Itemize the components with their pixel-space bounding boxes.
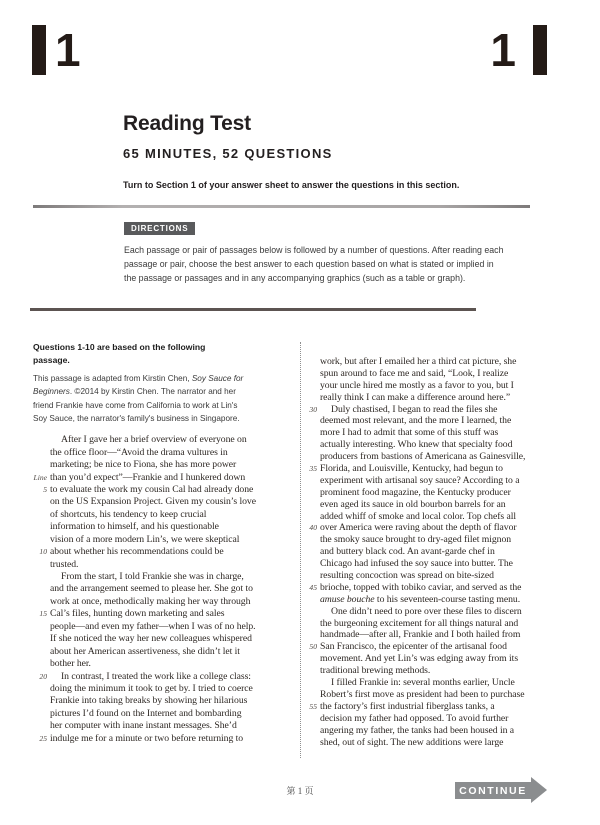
passage-line-text: doing the minimum it took to get by. I tried to coerce xyxy=(50,682,253,694)
passage-line xyxy=(305,463,560,475)
passage-line xyxy=(305,677,560,689)
passage-line xyxy=(305,368,560,380)
continue-label: CONTINUE xyxy=(455,782,531,799)
passage-line xyxy=(305,404,560,416)
continue-arrow-icon xyxy=(531,777,547,803)
passage-line-text: the burgeoning excitement for all things natural and xyxy=(320,617,519,629)
passage-line-text: brioche, topped with tobiko caviar, and served as the xyxy=(320,581,522,593)
passage-line-text: about her American assertiveness, she didn’t let it xyxy=(50,645,240,657)
passage-line-text: work, but after I emailed her a third cat picture, she xyxy=(320,356,517,367)
passage-line-text: In contrast, I treated the work like a college class: xyxy=(61,670,251,682)
passage-line-text: the office floor—“Avoid the drama vultures in xyxy=(50,446,228,458)
line-number: 40 xyxy=(309,523,317,533)
passage-line xyxy=(33,683,296,695)
test-duration-subtitle: 65 MINUTES, 52 QUESTIONS xyxy=(123,146,333,161)
line-number: 25 xyxy=(39,733,47,743)
passage-line-text: to evaluate the work my cousin Cal had already done xyxy=(50,483,254,495)
passage-line xyxy=(33,447,296,459)
passage-line-text: indulge me for a minute or two before returning to xyxy=(50,732,244,744)
passage-line xyxy=(33,571,296,583)
passage-line xyxy=(305,737,560,749)
section-number-left: 1 xyxy=(55,24,81,76)
passage-line-text: of shortcuts, his tendency to keep crucial xyxy=(50,508,207,520)
passage-line-text: over America were raving about the depth of flavor xyxy=(320,522,517,534)
passage-line xyxy=(305,629,560,641)
line-number: 15 xyxy=(39,609,47,619)
passage-line xyxy=(305,499,560,511)
line-number: 30 xyxy=(309,404,317,414)
passage-line xyxy=(33,472,296,484)
passage-line-text: traditional brewing methods. xyxy=(320,665,431,677)
questions-range-heading: Questions 1-10 are based on the following passage. xyxy=(33,342,206,365)
section-marker-bar-icon xyxy=(32,25,46,75)
page-number: 第 1 页 xyxy=(286,786,314,796)
section-marker-bar-icon xyxy=(533,25,547,75)
passage-line xyxy=(305,380,560,392)
passage-line xyxy=(305,356,560,368)
passage-line-text: information to himself, and his questionable xyxy=(50,521,219,533)
passage-line-text: vision of a more modern Lin’s, we were skeptical xyxy=(50,533,240,545)
passage-line-text: people—and even my father—when I was of no help. xyxy=(50,620,256,632)
passage-line xyxy=(305,665,560,677)
passage-line xyxy=(33,633,296,645)
passage-line xyxy=(305,689,560,701)
passage-line-text: about whether his recommendations could be xyxy=(50,546,224,558)
passage-line-text: her computer with inane instant messages. She’d xyxy=(50,720,237,732)
passage-line xyxy=(305,570,560,582)
passage-line xyxy=(33,509,296,521)
passage-line xyxy=(33,596,296,608)
passage-line-text: Duly chastised, I began to read the files she xyxy=(331,403,498,415)
directions-text: Each passage or pair of passages below is followed by a number of questions. After reading each passage or pair, choose the best answer to each question based on what is stated or implied in the passage or passages and in any accompanying graphics (such as a table or graph). xyxy=(124,245,504,283)
passage-line-text: marketing; be nice to Fiona, she has more power xyxy=(50,459,237,471)
passage-line xyxy=(305,582,560,594)
passage-line-text: even aged its sauce in old bourbon barrels for an xyxy=(320,498,506,510)
passage-line xyxy=(305,415,560,427)
passage-line-text: San Francisco, the epicenter of the artisanal food xyxy=(320,641,507,653)
passage-line-text: really think I can make a difference around here.” xyxy=(320,391,511,403)
passage-line xyxy=(33,671,296,683)
answer-sheet-instruction: Turn to Section 1 of your answer sheet to answer the questions in this section. xyxy=(123,180,460,190)
passage-line-text: shed, out of sight. The new additions were large xyxy=(320,736,504,748)
passage-line xyxy=(33,583,296,595)
passage-line-text: and buttery black cod. An avant-garde chef in xyxy=(320,546,495,558)
passage-line-text: resulting concoction was spread on bite-sized xyxy=(320,570,494,582)
passage-line-text: experiment with artisanal soy sauce? According to a xyxy=(320,474,520,486)
passage-line xyxy=(33,720,296,732)
continue-button[interactable] xyxy=(455,777,547,803)
passage-line-text: movement. And yet Lin’s was edging away from its xyxy=(320,653,519,665)
passage-line-text: prominent food magazine, the Kentucky producer xyxy=(320,486,511,498)
column-divider xyxy=(300,342,301,758)
section-marker-left xyxy=(32,25,81,75)
line-number: 10 xyxy=(39,547,47,557)
line-number: 50 xyxy=(309,642,317,652)
passage-line xyxy=(305,487,560,499)
passage-line xyxy=(305,725,560,737)
passage-line xyxy=(305,558,560,570)
passage-column-right xyxy=(305,356,560,748)
passage-line xyxy=(305,701,560,713)
passage-line-text: handmade—after all, Frankie and I both hailed from xyxy=(320,629,521,641)
passage-line-text: work at once, methodically making her way through xyxy=(50,595,251,607)
passage-line-text: the smoky sauce brought to dry-aged filet mignon xyxy=(320,534,512,546)
line-number: 5 xyxy=(43,484,47,494)
passage-attribution: This passage is adapted from Kirstin Chen, Soy Sauce for Beginners. ©2014 by Kirstin Chen. The narrator and her friend Frankie have come from California to work at Lin's Soy Sauce, the narrator's family's business in Singapore. xyxy=(33,374,244,423)
passage-line xyxy=(33,621,296,633)
passage-line xyxy=(305,522,560,534)
passage-line xyxy=(33,546,296,558)
passage-line xyxy=(33,695,296,707)
line-number: 35 xyxy=(309,464,317,474)
passage-line-text: amuse bouche to his seventeen-course tasting menu. xyxy=(320,593,521,605)
passage-line-text: spun around to face me and said, “Look, I realize xyxy=(320,367,509,379)
passage-line-text: Robert’s first move as president had been to purchase xyxy=(320,688,525,700)
passage-line xyxy=(305,594,560,606)
passage-line xyxy=(305,392,560,404)
passage-line xyxy=(33,708,296,720)
passage-line xyxy=(33,733,296,745)
page-title: Reading Test xyxy=(123,112,251,135)
passage-line xyxy=(305,534,560,546)
passage-line-text: deemed most relevant, and the more I learned, the xyxy=(320,415,512,427)
passage-line xyxy=(33,496,296,508)
passage-line-text: Frankie into taking breaks by showing her hilarious xyxy=(50,695,248,707)
passage-line-text: Cal’s files, hunting down marketing and sales xyxy=(50,608,225,620)
passage-line xyxy=(33,434,296,446)
line-number: 55 xyxy=(309,701,317,711)
passage-line-text: actually interesting. Who knew that specialty food xyxy=(320,439,513,451)
line-number: Line xyxy=(33,472,47,482)
passage-line xyxy=(305,427,560,439)
passage-line-text: on the US Expansion Project. Given my cousin’s love xyxy=(50,496,256,508)
passage-line-text: the factory’s first industrial fiberglass tanks, a xyxy=(320,700,495,712)
passage-line xyxy=(305,511,560,523)
passage-line xyxy=(33,459,296,471)
passage-line xyxy=(33,534,296,546)
passage-line xyxy=(33,484,296,496)
header-divider xyxy=(33,205,530,208)
passage-line-text: added whiff of smoke and local color. Top chefs all xyxy=(320,510,517,522)
passage-line-text: I filled Frankie in: several months earlier, Uncle xyxy=(331,677,515,689)
passage-text-right xyxy=(305,356,560,748)
directions-divider xyxy=(30,308,476,311)
passage-line xyxy=(33,521,296,533)
line-number: 20 xyxy=(39,671,47,681)
passage-line-text: your uncle hired me mostly as a favor to you, but I xyxy=(320,379,514,391)
passage-line-text: more I had to admit that some of this stuff was xyxy=(320,427,499,439)
passage-line-text: bother her. xyxy=(50,658,91,670)
passage-line xyxy=(33,608,296,620)
passage-line xyxy=(305,641,560,653)
passage-line xyxy=(33,646,296,658)
passage-column-left xyxy=(33,341,296,745)
directions-label: DIRECTIONS xyxy=(124,222,195,235)
passage-line xyxy=(33,559,296,571)
passage-line xyxy=(305,475,560,487)
passage-line-text: If she noticed the way her new colleagues whispered xyxy=(50,633,252,645)
passage-line xyxy=(305,546,560,558)
passage-line xyxy=(33,658,296,670)
passage-line-text: Florida, and Louisville, Kentucky, had begun to xyxy=(320,463,503,475)
passage-line xyxy=(305,451,560,463)
passage-line-text: angering my father, the tanks had been housed in a xyxy=(320,724,515,736)
passage-line xyxy=(305,606,560,618)
passage-line xyxy=(305,653,560,665)
passage-line-text: Chicago had infused the soy sauce into butter. The xyxy=(320,558,513,570)
passage-line-text: From the start, I told Frankie she was in charge, xyxy=(61,571,244,582)
passage-line-text: producers from bastions of Americana as Gainesville, xyxy=(320,451,526,463)
passage-line xyxy=(305,439,560,451)
passage-line-text: After I gave her a brief overview of everyone on xyxy=(61,434,247,446)
line-number: 45 xyxy=(309,582,317,592)
passage-line-text: than you’d expect”—Frankie and I hunkered down xyxy=(50,471,246,483)
passage-text-left xyxy=(33,434,296,745)
passage-line-text: trusted. xyxy=(50,558,79,570)
passage-line-text: and the arrangement seemed to please her. She got to xyxy=(50,583,253,595)
passage-line-text: One didn’t need to pore over these files to discern xyxy=(331,605,522,617)
passage-line-text: pictures I’d found on the Internet and bombarding xyxy=(50,707,242,719)
section-marker-right xyxy=(490,25,547,75)
section-number-right: 1 xyxy=(490,24,516,76)
passage-line-text: decision my father had opposed. To avoid further xyxy=(320,712,509,724)
passage-line xyxy=(305,713,560,725)
passage-line xyxy=(305,618,560,630)
